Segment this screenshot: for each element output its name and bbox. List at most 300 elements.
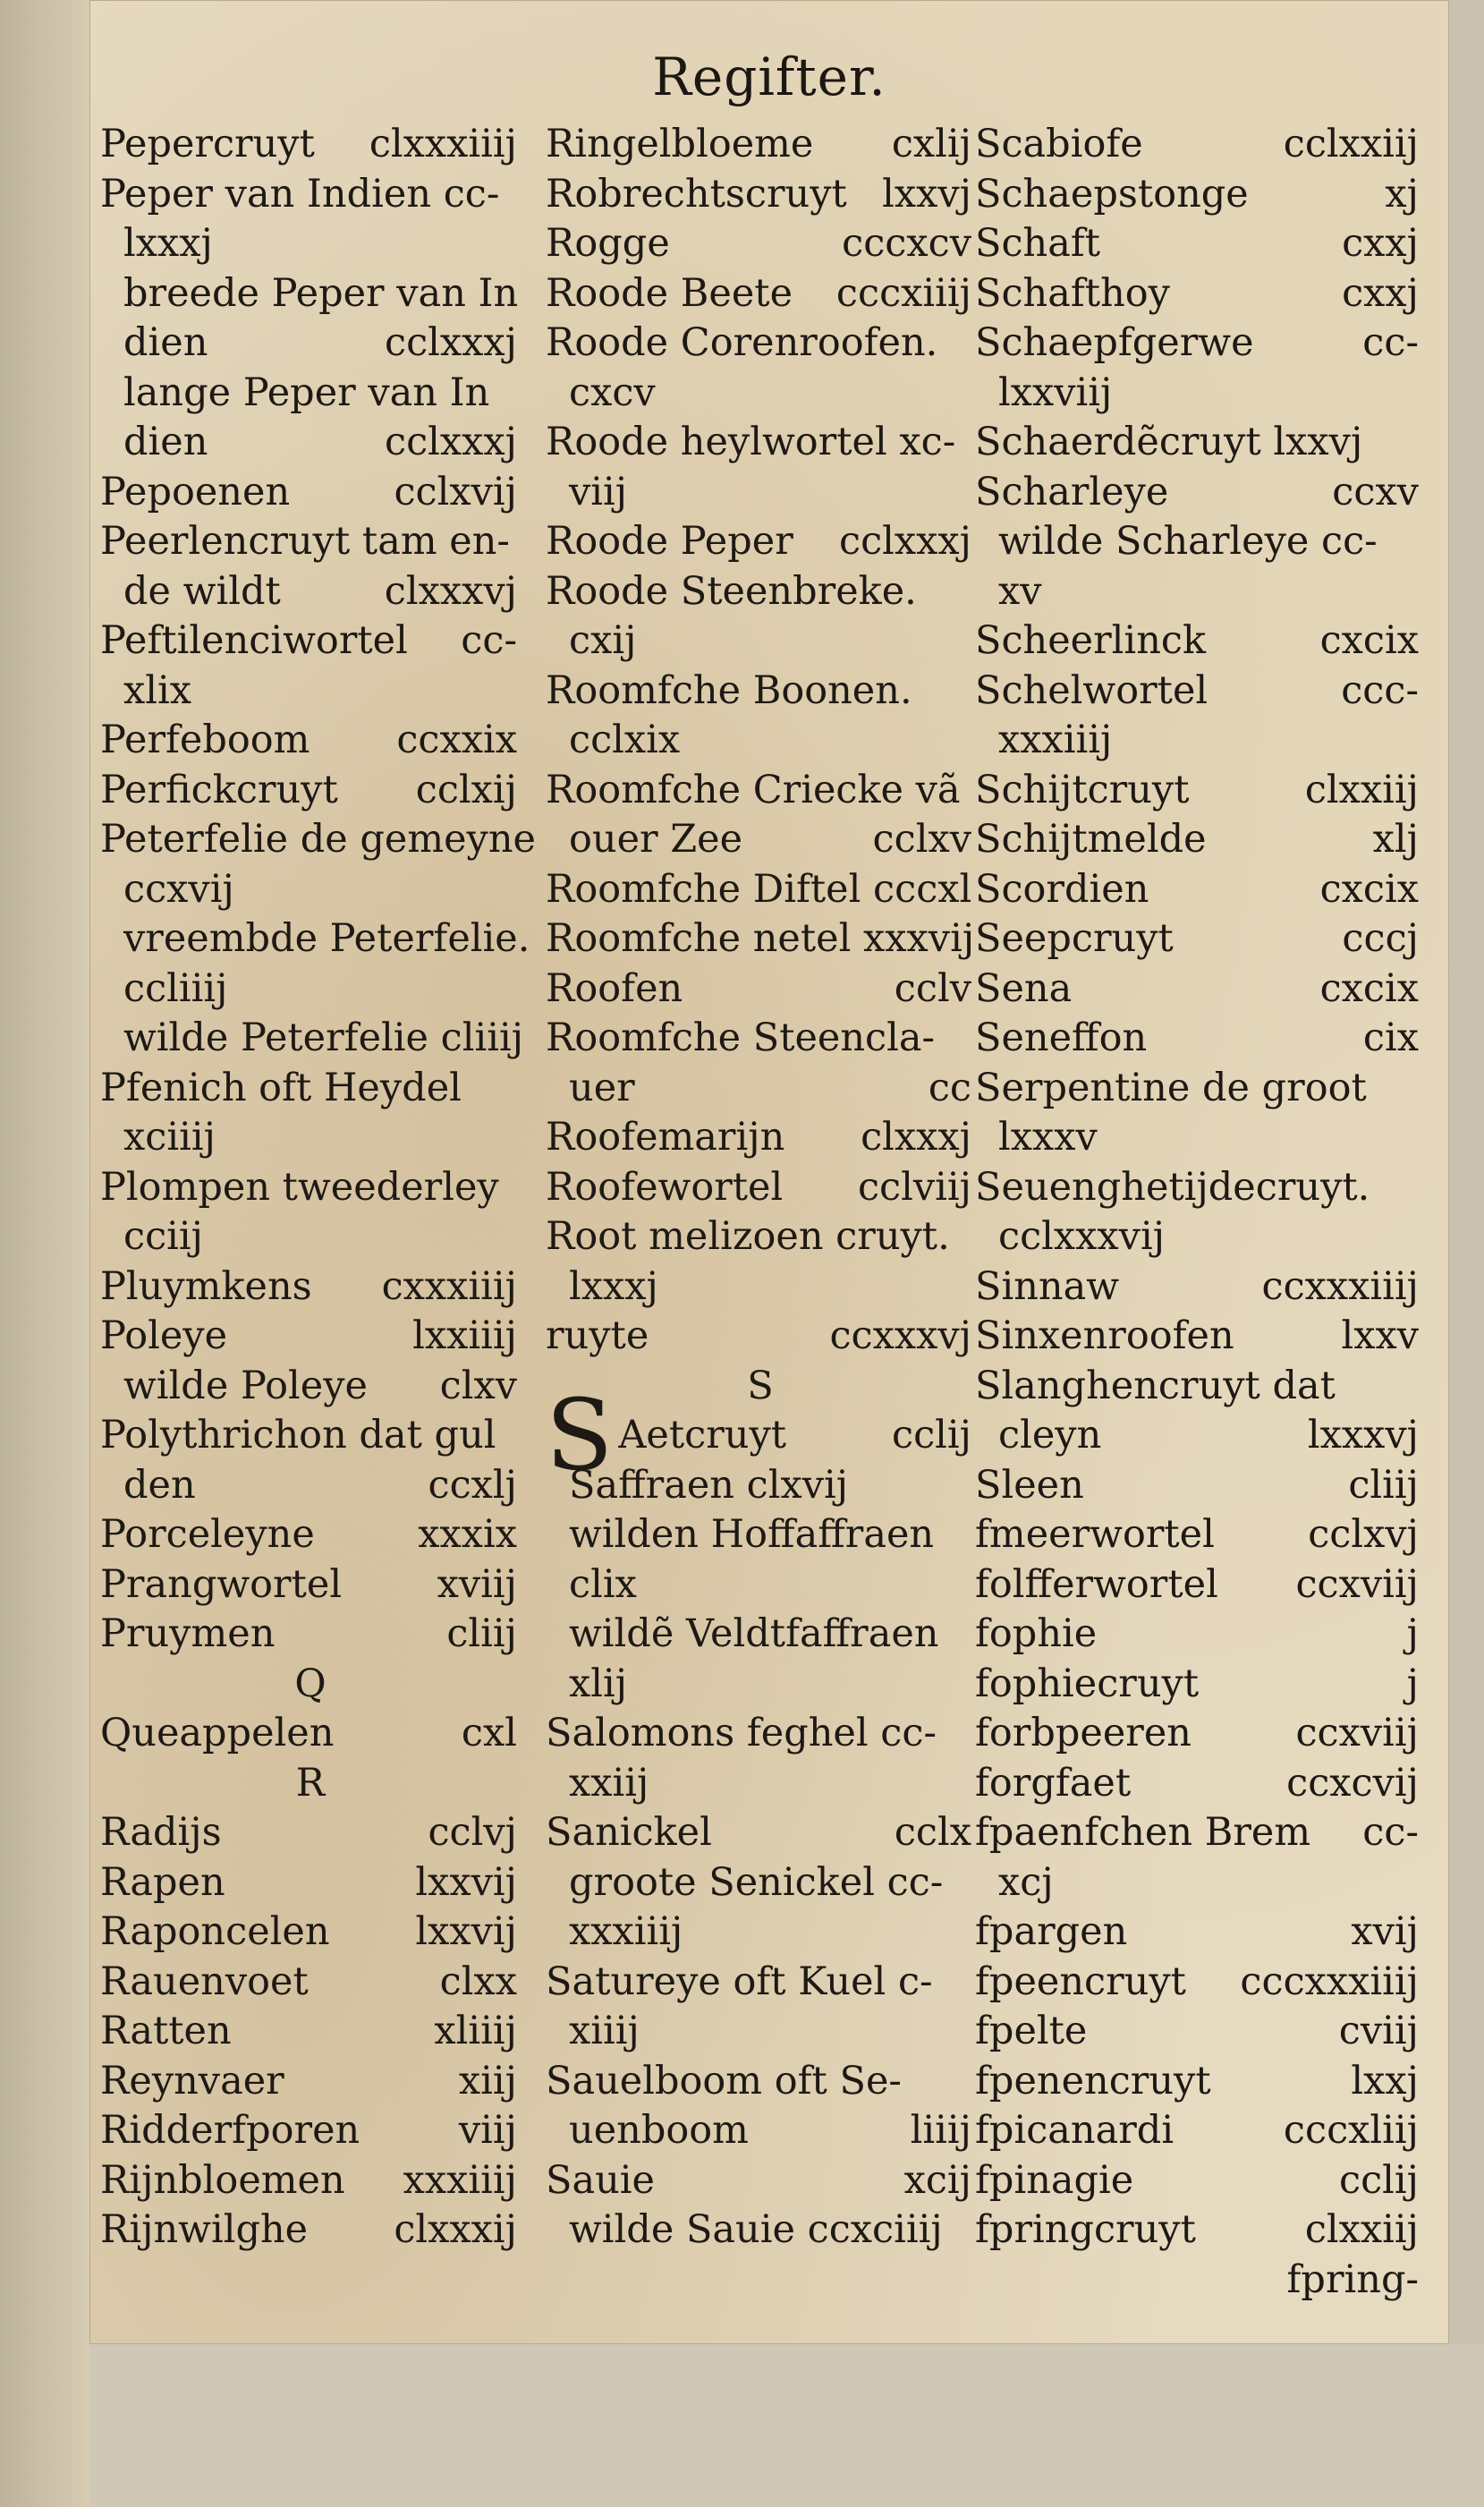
entry-term: Pepercruyt bbox=[100, 122, 315, 166]
entry-term: R bbox=[295, 1760, 326, 1806]
entry-term: Rijnwilghe bbox=[100, 2207, 309, 2252]
index-entry bbox=[546, 1163, 975, 1213]
index-entry bbox=[975, 616, 1422, 667]
entry-folio-number: cclxvj bbox=[1308, 1512, 1419, 1557]
index-entry bbox=[975, 1312, 1422, 1362]
index-entry bbox=[975, 2205, 1422, 2256]
entry-folio-number: ccxxix bbox=[396, 718, 517, 762]
index-entry bbox=[975, 567, 1422, 617]
index-entry bbox=[546, 269, 975, 319]
entry-folio-number: cclij bbox=[891, 1413, 971, 1457]
index-entry bbox=[100, 1411, 521, 1461]
entry-term: Perfeboom bbox=[100, 718, 310, 762]
entry-folio-number: ccxlj bbox=[428, 1462, 517, 1508]
entry-term: lxxxv bbox=[998, 1115, 1098, 1160]
entry-folio-number: xiij bbox=[458, 2058, 517, 2103]
entry-term: Roomfche Criecke vã bbox=[546, 767, 961, 812]
entry-term: wilde Poleye bbox=[123, 1363, 368, 1408]
entry-folio-number: xviij bbox=[437, 1561, 517, 1607]
entry-term: Schijtmelde bbox=[975, 817, 1207, 862]
entry-term: Schelwortel bbox=[975, 667, 1208, 713]
index-entry bbox=[975, 1858, 1422, 1908]
entry-term: Sauelboom oft Se- bbox=[546, 2058, 902, 2103]
entry-folio-number: clxxxiiij bbox=[369, 122, 517, 166]
index-entry bbox=[100, 1958, 521, 2008]
index-entry bbox=[100, 567, 521, 617]
entry-term: de wildt bbox=[123, 568, 281, 614]
entry-folio-number: lxxj bbox=[1351, 2058, 1419, 2103]
index-entry bbox=[100, 965, 521, 1015]
entry-term: Raponcelen bbox=[100, 1909, 330, 1954]
entry-term: vreembde Peterfelie. bbox=[123, 916, 530, 961]
entry-term: Rapen bbox=[100, 1859, 225, 1905]
entry-folio-number: cxlij bbox=[891, 122, 971, 166]
index-entry bbox=[100, 616, 521, 667]
entry-term: fpelte bbox=[975, 2009, 1088, 2053]
entry-term: Roomfche netel xxxvij bbox=[546, 916, 975, 961]
index-entry bbox=[100, 2205, 521, 2256]
entry-term: cclxxxvij bbox=[998, 1214, 1166, 1259]
entry-folio-number: ccxv bbox=[1332, 469, 1419, 514]
entry-term: Seepcruyt bbox=[975, 916, 1174, 961]
entry-term: Roode Steenbreke. bbox=[546, 568, 917, 614]
entry-term: xiiij bbox=[569, 2009, 640, 2053]
entry-folio-number: cc- bbox=[1362, 1810, 1419, 1855]
index-column-1 bbox=[100, 120, 536, 2256]
entry-term: ouer Zee bbox=[569, 817, 743, 862]
entry-term: dien bbox=[123, 320, 208, 365]
index-entry bbox=[100, 1461, 521, 1511]
index-entry bbox=[100, 1064, 521, 1114]
index-entry bbox=[546, 865, 975, 915]
index-entry bbox=[975, 815, 1422, 865]
index-entry bbox=[975, 1461, 1422, 1511]
entry-term: uenboom bbox=[569, 2108, 749, 2153]
entry-term: Robrechtscruyt bbox=[546, 171, 847, 217]
index-entry bbox=[100, 1163, 521, 1213]
entry-folio-number: clxv bbox=[439, 1363, 517, 1408]
entry-term-text: Aetcruyt bbox=[618, 1413, 787, 1457]
entry-term: ccliiij bbox=[123, 965, 228, 1011]
entry-term: ccxvij bbox=[123, 866, 234, 912]
index-entry bbox=[975, 1113, 1422, 1163]
entry-term: Rogge bbox=[546, 221, 670, 266]
entry-term: lange Peper van In bbox=[123, 370, 490, 415]
entry-term: Roofewortel bbox=[546, 1164, 784, 1210]
section-letter bbox=[100, 1759, 521, 1809]
index-entry bbox=[100, 914, 530, 965]
entry-term: xlij bbox=[569, 1661, 628, 1706]
entry-term: Schaft bbox=[975, 221, 1101, 266]
entry-term: fpaenfchen Brem bbox=[975, 1810, 1311, 1855]
index-entry bbox=[100, 1014, 524, 1064]
entry-folio-number: j bbox=[1406, 1661, 1419, 1706]
index-entry bbox=[975, 667, 1422, 717]
entry-term: Roofen bbox=[546, 965, 683, 1011]
entry-term: Salomons feghel cc- bbox=[546, 1711, 937, 1755]
index-entry bbox=[975, 1262, 1422, 1313]
entry-term: fophie bbox=[975, 1611, 1098, 1656]
entry-term: fpinagie bbox=[975, 2157, 1134, 2203]
index-entry bbox=[546, 418, 975, 468]
entry-term: Roomfche Boonen. bbox=[546, 667, 912, 713]
entry-term: folfferwortel bbox=[975, 1561, 1218, 1607]
entry-term: Q bbox=[294, 1661, 326, 1706]
index-entry bbox=[975, 1163, 1422, 1213]
entry-term: Peterfelie de gemeyne bbox=[100, 817, 536, 862]
entry-term: Sleen bbox=[975, 1462, 1084, 1508]
index-entry bbox=[100, 716, 521, 766]
entry-term: uer bbox=[569, 1065, 635, 1110]
entry-term: Seuenghetijdecruyt. bbox=[975, 1164, 1370, 1210]
section-letter bbox=[100, 1660, 521, 1710]
entry-term: cciij bbox=[123, 1214, 204, 1259]
index-entry bbox=[100, 1212, 521, 1262]
entry-term: Seneffon bbox=[975, 1016, 1148, 1060]
entry-folio-number: cclv bbox=[894, 965, 971, 1011]
entry-folio-number: cc bbox=[928, 1065, 971, 1110]
index-entry bbox=[100, 269, 521, 319]
entry-folio-number: cliij bbox=[1348, 1462, 1419, 1508]
entry-folio-number: cxxxiiij bbox=[381, 1263, 517, 1309]
entry-folio-number: ccxxxiiij bbox=[1261, 1263, 1419, 1309]
index-entry bbox=[100, 1610, 521, 1660]
entry-term: Schaepfgerwe bbox=[975, 320, 1254, 365]
index-entry bbox=[100, 418, 521, 468]
index-entry bbox=[975, 766, 1422, 816]
entry-folio-number: cclviij bbox=[857, 1164, 971, 1210]
entry-term: Reynvaer bbox=[100, 2058, 284, 2103]
entry-term: Pluymkens bbox=[100, 1263, 312, 1309]
entry-folio-number: cc- bbox=[461, 618, 517, 663]
entry-term: xciiij bbox=[123, 1115, 216, 1160]
index-entry bbox=[546, 815, 975, 865]
index-entry bbox=[975, 120, 1422, 170]
index-entry bbox=[975, 1709, 1422, 1759]
entry-term: fpeencruyt bbox=[975, 1959, 1186, 2004]
index-entry bbox=[975, 1759, 1422, 1809]
index-entry bbox=[100, 369, 521, 419]
index-entry bbox=[975, 2007, 1422, 2057]
index-entry bbox=[100, 468, 521, 518]
index-entry bbox=[975, 1064, 1422, 1114]
entry-term: forgfaet bbox=[975, 1760, 1132, 1806]
entry-term: Prangwortel bbox=[100, 1561, 343, 1607]
entry-folio-number: cclx bbox=[894, 1810, 971, 1855]
index-entry bbox=[975, 965, 1422, 1015]
index-entry bbox=[975, 1908, 1422, 1958]
index-entry bbox=[100, 1858, 521, 1908]
entry-term: groote Senickel cc- bbox=[569, 1859, 944, 1905]
entry-term: Roode heylwortel xc- bbox=[546, 420, 956, 464]
entry-folio-number: cclxij bbox=[415, 767, 517, 812]
entry-folio-number: lxxiiij bbox=[412, 1313, 517, 1358]
entry-term: fpenencruyt bbox=[975, 2058, 1211, 2103]
entry-term: S bbox=[747, 1363, 774, 1408]
entry-term: Scabiofe bbox=[975, 122, 1143, 166]
entry-term: Sinnaw bbox=[975, 1263, 1120, 1309]
index-entry bbox=[975, 1212, 1422, 1262]
index-entry bbox=[546, 1212, 975, 1262]
index-entry bbox=[975, 2106, 1422, 2156]
entry-term: Peftilenciwortel bbox=[100, 618, 408, 663]
entry-folio-number: cclij bbox=[1338, 2157, 1419, 2203]
entry-term: Sena bbox=[975, 965, 1073, 1011]
index-entry bbox=[975, 418, 1422, 468]
entry-term: Schafthoy bbox=[975, 270, 1170, 316]
entry-term: Peper van Indien cc- bbox=[100, 171, 500, 217]
entry-term: fpargen bbox=[975, 1909, 1128, 1954]
index-entry bbox=[100, 1312, 521, 1362]
index-entry bbox=[975, 517, 1422, 567]
entry-folio-number: xvij bbox=[1351, 1909, 1419, 1954]
entry-term: Poleye bbox=[100, 1313, 228, 1358]
index-entry bbox=[546, 468, 975, 518]
index-entry bbox=[546, 1709, 975, 1759]
entry-folio-number: cxxj bbox=[1342, 221, 1419, 266]
entry-term: breede Peper van In bbox=[123, 270, 519, 316]
entry-term: Roode Corenroofen. bbox=[546, 320, 938, 365]
index-entry bbox=[975, 1362, 1422, 1412]
entry-term: dien bbox=[123, 420, 208, 464]
entry-term: cxcv bbox=[569, 370, 656, 415]
entry-folio-number: cclxv bbox=[872, 817, 971, 862]
entry-folio-number: clxxxij bbox=[394, 2207, 517, 2252]
index-entry bbox=[100, 170, 521, 220]
entry-folio-number: cccxcv bbox=[842, 221, 971, 266]
index-entry bbox=[100, 667, 521, 717]
entry-term: Ratten bbox=[100, 2009, 232, 2053]
document-page bbox=[89, 0, 1449, 2344]
index-entry bbox=[100, 1709, 521, 1759]
entry-term: wilde Sauie ccxciiij bbox=[569, 2207, 943, 2252]
entry-folio-number: cccxiiij bbox=[835, 270, 971, 316]
entry-folio-number: ccxviij bbox=[1295, 1561, 1419, 1607]
entry-term: Pfenich oft Heydel bbox=[100, 1065, 462, 1110]
index-entry bbox=[100, 319, 521, 369]
index-entry bbox=[546, 1858, 975, 1908]
entry-term: xxiij bbox=[569, 1760, 649, 1806]
index-entry bbox=[546, 1113, 975, 1163]
entry-term: Sanickel bbox=[546, 1810, 712, 1855]
entry-term: Root melizoen cruyt. bbox=[546, 1214, 950, 1259]
index-entry bbox=[100, 120, 521, 170]
entry-term: Saffraen clxvij bbox=[569, 1462, 849, 1508]
entry-folio-number: cxcix bbox=[1319, 866, 1419, 912]
entry-folio-number: ccxcvij bbox=[1286, 1760, 1419, 1806]
index-entry bbox=[546, 2057, 975, 2107]
entry-term: wilde Peterfelie cliiij bbox=[123, 1016, 524, 1060]
index-entry bbox=[546, 1014, 975, 1064]
entry-folio-number: lxxvj bbox=[882, 171, 971, 217]
index-entry bbox=[975, 1660, 1422, 1710]
index-entry bbox=[100, 1510, 521, 1560]
index-entry bbox=[100, 2106, 521, 2156]
entry-term: lxxviij bbox=[998, 370, 1113, 415]
index-entry bbox=[546, 170, 975, 220]
entry-folio-number: clxxxvj bbox=[384, 568, 517, 614]
index-entry bbox=[975, 1958, 1422, 2008]
entry-term: cxij bbox=[569, 618, 637, 663]
entry-term: forbpeeren bbox=[975, 1711, 1192, 1755]
entry-term: Roomfche Diftel cccxl bbox=[546, 866, 972, 912]
entry-term: ruyte bbox=[546, 1313, 649, 1358]
index-entry bbox=[100, 1560, 521, 1610]
entry-term: Schijtcruyt bbox=[975, 767, 1190, 812]
background-strip bbox=[89, 2344, 1484, 2507]
entry-folio-number: cix bbox=[1362, 1016, 1419, 1060]
entry-folio-number: cxl bbox=[461, 1711, 517, 1755]
entry-term: viij bbox=[569, 469, 628, 514]
index-entry bbox=[975, 319, 1422, 369]
entry-term: Scharleye bbox=[975, 469, 1169, 514]
entry-term: Schaepstonge bbox=[975, 171, 1249, 217]
entry-folio-number: cclxvij bbox=[394, 469, 517, 514]
index-column-3 bbox=[975, 120, 1422, 2305]
entry-folio-number: fpring- bbox=[1286, 2256, 1419, 2302]
entry-term: Scordien bbox=[975, 866, 1149, 912]
entry-folio-number: clxxxj bbox=[861, 1115, 971, 1160]
index-entry bbox=[100, 2007, 521, 2057]
index-entry bbox=[546, 616, 975, 667]
entry-term: Porceleyne bbox=[100, 1512, 315, 1557]
index-entry bbox=[975, 1014, 1422, 1064]
entry-folio-number: xcij bbox=[903, 2157, 971, 2203]
entry-folio-number: liiij bbox=[910, 2108, 971, 2153]
entry-term: den bbox=[123, 1462, 196, 1508]
entry-term: Queappelen bbox=[100, 1711, 335, 1755]
entry-folio-number: lxxv bbox=[1341, 1313, 1419, 1358]
index-entry bbox=[975, 170, 1422, 220]
entry-folio-number: lxxvij bbox=[415, 1909, 517, 1954]
index-entry bbox=[546, 1660, 975, 1710]
entry-term: Roomfche Steencla- bbox=[546, 1016, 936, 1060]
index-entry bbox=[546, 1461, 975, 1511]
index-entry bbox=[100, 517, 521, 567]
index-entry bbox=[546, 120, 975, 170]
index-entry bbox=[546, 914, 975, 965]
index-entry bbox=[546, 2205, 975, 2256]
index-entry bbox=[100, 865, 521, 915]
entry-term: Sinxenroofen bbox=[975, 1313, 1234, 1358]
entry-term: xxxiiij bbox=[998, 718, 1113, 762]
index-entry bbox=[546, 667, 975, 717]
entry-term: Roode Beete bbox=[546, 270, 793, 316]
index-entry bbox=[546, 1958, 975, 2008]
entry-folio-number: xliiij bbox=[434, 2009, 517, 2053]
index-entry bbox=[546, 517, 975, 567]
entry-term: xlix bbox=[123, 667, 192, 713]
entry-term: wildẽ Veldtfaffraen bbox=[569, 1611, 939, 1656]
entry-term: lxxxj bbox=[123, 221, 213, 266]
index-entry bbox=[546, 567, 975, 617]
index-entry bbox=[975, 1510, 1422, 1560]
entry-term: xxxiiij bbox=[569, 1909, 683, 1954]
entry-term: Sauie bbox=[546, 2157, 655, 2203]
entry-folio-number: cxcix bbox=[1319, 618, 1419, 663]
index-entry bbox=[546, 1908, 975, 1958]
entry-term: Pepoenen bbox=[100, 469, 291, 514]
index-entry bbox=[975, 468, 1422, 518]
entry-term: wilden Hoffaffraen bbox=[569, 1512, 935, 1557]
index-entry bbox=[100, 815, 536, 865]
index-entry bbox=[546, 1808, 975, 1858]
index-entry bbox=[975, 269, 1422, 319]
index-column-2 bbox=[546, 120, 975, 2256]
entry-folio-number: cc- bbox=[1362, 320, 1419, 365]
entry-folio-number: cclxxxj bbox=[838, 519, 971, 564]
index-entry bbox=[975, 1808, 1422, 1858]
entry-term: Peerlencruyt tam en- bbox=[100, 519, 510, 564]
index-entry bbox=[546, 369, 975, 419]
entry-term: Perfickcruyt bbox=[100, 767, 338, 812]
index-entry bbox=[975, 2057, 1422, 2107]
entry-term: Ridderfporen bbox=[100, 2108, 360, 2153]
index-entry bbox=[546, 1262, 975, 1313]
entry-folio-number: cliij bbox=[446, 1611, 517, 1656]
entry-term: Radijs bbox=[100, 1810, 222, 1855]
entry-folio-number: cxxj bbox=[1342, 270, 1419, 316]
entry-folio-number: viij bbox=[458, 2108, 517, 2153]
entry-term: fophiecruyt bbox=[975, 1661, 1200, 1706]
entry-term: Schaerdẽcruyt lxxvj bbox=[975, 420, 1363, 464]
entry-term: cclxix bbox=[569, 718, 681, 762]
index-entry bbox=[975, 865, 1422, 915]
entry-folio-number: cxcix bbox=[1319, 965, 1419, 1011]
entry-folio-number: lxxvij bbox=[415, 1859, 517, 1905]
index-entry bbox=[546, 2106, 975, 2156]
entry-term: fmeerwortel bbox=[975, 1512, 1215, 1557]
index-entry bbox=[100, 2156, 521, 2206]
index-entry bbox=[100, 1113, 521, 1163]
entry-folio-number: xj bbox=[1385, 171, 1419, 217]
entry-folio-number: cccj bbox=[1342, 916, 1419, 961]
entry-folio-number: clxx bbox=[439, 1959, 517, 2004]
index-entry bbox=[546, 766, 975, 816]
entry-folio-number: ccc- bbox=[1341, 667, 1419, 713]
index-entry bbox=[975, 369, 1422, 419]
entry-term: Roofemarijn bbox=[546, 1115, 785, 1160]
index-entry bbox=[100, 1362, 521, 1412]
index-entry bbox=[546, 1064, 975, 1114]
page-edge bbox=[0, 0, 89, 2507]
entry-folio-number: clxxiij bbox=[1304, 2207, 1419, 2252]
index-entry bbox=[100, 2057, 521, 2107]
entry-folio-number: clxxiij bbox=[1304, 767, 1419, 812]
entry-term: Satureye oft Kuel c- bbox=[546, 1959, 933, 2004]
index-entry bbox=[975, 219, 1422, 269]
entry-term: Ringelbloeme bbox=[546, 122, 814, 166]
entry-term: wilde Scharleye cc- bbox=[998, 519, 1378, 564]
entry-term: Pruymen bbox=[100, 1611, 276, 1656]
index-entry bbox=[975, 1560, 1422, 1610]
page-header: Regifter. bbox=[652, 47, 886, 107]
index-entry bbox=[546, 965, 975, 1015]
index-entry bbox=[546, 1510, 975, 1560]
index-entry bbox=[546, 1560, 975, 1610]
entry-term: Roode Peper bbox=[546, 519, 793, 564]
entry-term: fpringcruyt bbox=[975, 2207, 1196, 2252]
entry-folio-number: cclxxxj bbox=[384, 320, 517, 365]
index-entry bbox=[546, 219, 975, 269]
entry-term: clix bbox=[569, 1561, 637, 1607]
entry-folio-number: xxxix bbox=[418, 1512, 517, 1557]
entry-folio-number: lxxxvj bbox=[1307, 1413, 1419, 1457]
entry-term: lxxxj bbox=[569, 1263, 658, 1309]
entry-folio-number: cccxxxiiij bbox=[1240, 1959, 1419, 2004]
index-entry bbox=[100, 766, 521, 816]
entry-term: Slanghencruyt dat bbox=[975, 1363, 1336, 1408]
